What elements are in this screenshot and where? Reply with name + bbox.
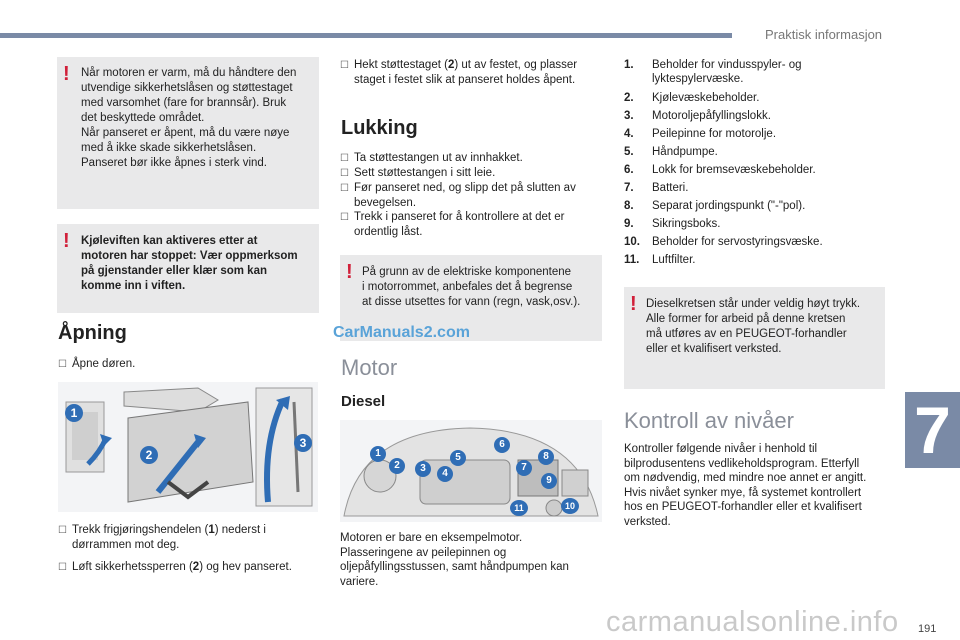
- hood-opening-illustration: [58, 382, 318, 512]
- bullet-marker-icon: ☐: [58, 525, 67, 536]
- heading-level-check: Kontroll av nivåer: [624, 408, 794, 433]
- warning-icon: !: [63, 230, 70, 252]
- warning-line: det beskyttede området.: [81, 112, 205, 124]
- bullet-marker-icon: ☐: [340, 183, 349, 194]
- warning-line: komme inn i viften.: [81, 280, 186, 292]
- engine-callout-2: 2: [389, 458, 405, 474]
- bullet-support-rod: ☐ Hekt støttestaget (2) ut av festet, og plasser staget i festet slik at panseret holdes åpent.: [340, 59, 578, 86]
- warning-line: motoren har stoppet: Vær oppmerksom: [81, 250, 298, 262]
- callout-1: 1: [65, 404, 83, 422]
- warning-line: Kjøleviften kan aktiveres etter at: [81, 235, 258, 247]
- warning-line: Panseret bør ikke åpnes i sterk vind.: [81, 157, 267, 169]
- warning-line: utvendige sikkerhetslåsen og støttestaget: [81, 82, 293, 94]
- bullet-marker-icon: ☐: [340, 153, 349, 164]
- engine-callout-4: 4: [437, 466, 453, 482]
- warning-line: må utføres av en PEUGEOT-forhandler: [646, 328, 847, 340]
- warning-line: Alle former for arbeid på denne kretsen: [646, 313, 846, 325]
- level-check-body: Kontroller følgende nivåer i henhold til bilprodusentens vedlikeholdsprogram. Etterfyll om nødvendig, med mindre noe annet er angitt. Hvis nivået synker mye, få systemet kontrollert hos en PEUGEOT-forhandler eller et kvalifisert verksted.: [624, 443, 867, 528]
- closing-step: ☐ Før panseret ned, og slipp det på slutten av bevegelsen.: [340, 182, 576, 209]
- chapter-tab: 7: [905, 392, 960, 468]
- warning-line: Dieselkretsen står under veldig høyt trykk.: [646, 298, 861, 310]
- engine-callout-5: 5: [450, 450, 466, 466]
- warning-line: på gjenstander eller klær som kan: [81, 265, 267, 277]
- bullet-open-door: ☐ Åpne døren.: [58, 358, 136, 370]
- callout-3: 3: [294, 434, 312, 452]
- warning-line: at disse utsettes for vann (regn, vask,osv.).: [362, 296, 581, 308]
- header-bar: [0, 33, 732, 38]
- warning-icon: !: [346, 261, 353, 283]
- heading-opening: Åpning: [58, 322, 127, 344]
- bullet-marker-icon: ☐: [58, 562, 67, 573]
- warning-icon: !: [630, 293, 637, 315]
- engine-callout-1: 1: [370, 446, 386, 462]
- bullet-marker-icon: ☐: [58, 359, 67, 370]
- page-number: 191: [918, 623, 937, 635]
- warning-line: eller et kvalifisert verksted.: [646, 343, 782, 355]
- heading-closing: Lukking: [341, 117, 418, 139]
- watermark-carmanuals: CarManuals2.com: [333, 324, 470, 341]
- warning-box-diesel: [624, 287, 885, 389]
- closing-steps: [340, 151, 604, 239]
- warning-box-fan: [57, 224, 319, 313]
- warning-line: med varsomhet (fare for brannsår). Bruk: [81, 97, 287, 109]
- engine-callout-11: 11: [510, 500, 528, 516]
- heading-engine: Motor: [341, 355, 398, 380]
- engine-bay-illustration: [340, 420, 602, 522]
- engine-caption: Motoren er bare en eksempelmotor. Plasseringene av peilepinnen og oljepåfyllingsstussen, samt håndpumpen kan variere.: [340, 532, 569, 588]
- engine-callout-9: 9: [541, 473, 557, 489]
- warning-line: Når motoren er varm, må du håndtere den: [81, 67, 297, 79]
- bullet-marker-icon: ☐: [340, 168, 349, 179]
- warning-box-hot-engine: [57, 57, 319, 209]
- warning-line: Når panseret er åpent, må du være nøye: [81, 127, 290, 139]
- engine-callout-10: 10: [561, 498, 579, 514]
- warning-line: På grunn av de elektriske komponentene: [362, 266, 572, 278]
- callout-2: 2: [140, 446, 158, 464]
- warning-icon: !: [63, 63, 70, 85]
- warning-line: i motorrommet, anbefales det å begrense: [362, 281, 573, 293]
- engine-callout-6: 6: [494, 437, 510, 453]
- bullet-marker-icon: ☐: [340, 60, 349, 71]
- bullet-lift-catch: ☐ Løft sikkerhetssperren (2) og hev panseret.: [58, 561, 292, 573]
- bullet-marker-icon: ☐: [340, 212, 349, 223]
- warning-line: med å ikke skade sikkerhetslåsen.: [81, 142, 257, 154]
- heading-diesel: Diesel: [341, 393, 386, 410]
- engine-callout-8: 8: [538, 449, 554, 465]
- closing-step: ☐ Trekk i panseret for å kontrollere at det er ordentlig låst.: [340, 211, 565, 238]
- hood-illustration-svg: [58, 382, 318, 512]
- bullet-release-lever: ☐ Trekk frigjøringshendelen (1) nederst i dørrammen mot deg.: [58, 524, 266, 551]
- footer-watermark: carmanualsonline.info: [606, 606, 899, 638]
- closing-step: ☐ Sett støttestangen i sitt leie.: [340, 167, 496, 179]
- engine-callout-3: 3: [415, 461, 431, 477]
- engine-callout-7: 7: [516, 460, 532, 476]
- closing-step: ☐ Ta støttestangen ut av innhakket.: [340, 152, 523, 164]
- section-title: Praktisk informasjon: [765, 27, 883, 42]
- engine-parts-list: 1. Beholder for vindusspyler- og lyktespylervæske. 2. Kjølevæskebeholder. 3. Motoroljepåfyllingslokk. 4. Peilepinne for motorolje. 5. Håndpumpe. 6. Lokk for bremsevæskebeholder. 7. Batteri. 8. Separat jordingspunkt ("-"pol). 9. Sikringsboks. 10. Beholder for servostyringsvæske. 11. Luftfilter.: [624, 59, 823, 266]
